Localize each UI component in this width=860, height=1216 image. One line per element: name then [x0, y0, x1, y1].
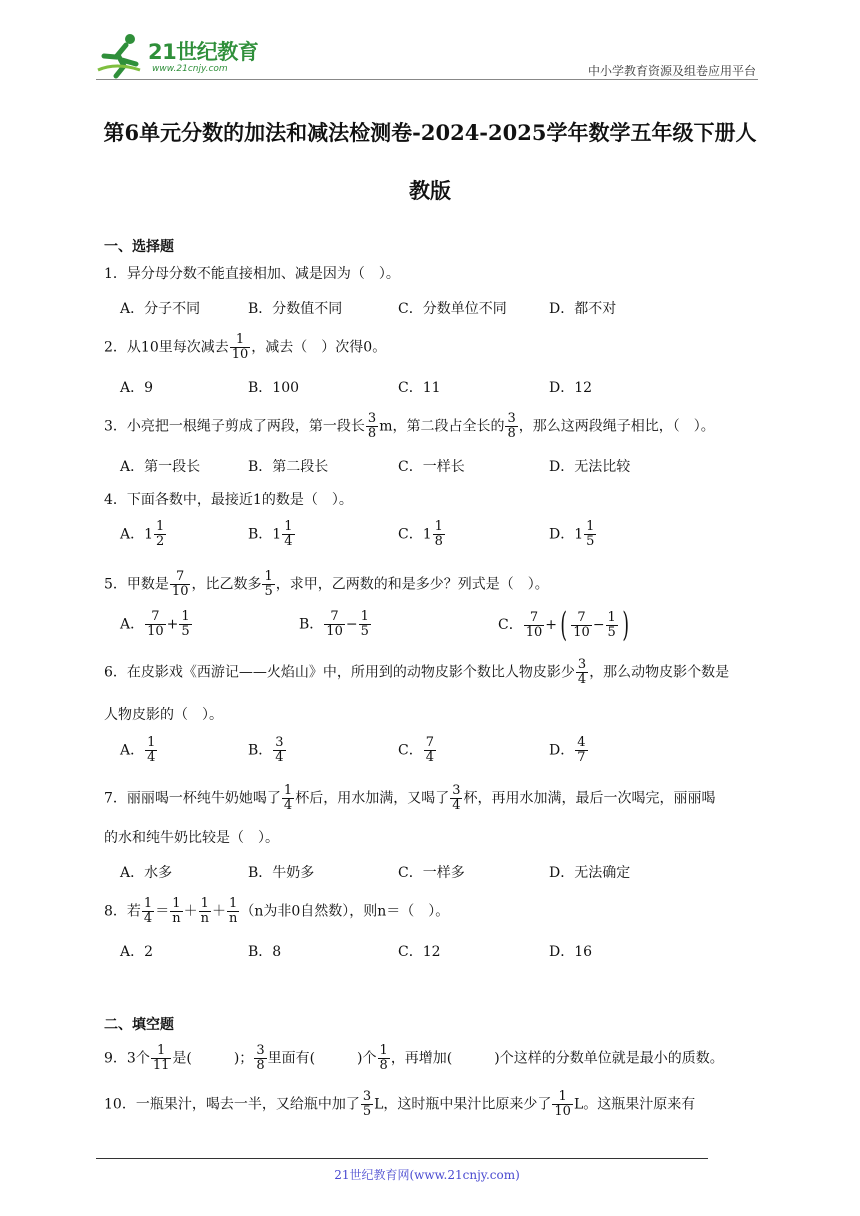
q4-option-c: C．1 $\frac{1}{8}$	[398, 519, 443, 549]
q4-option-a: A．1 $\frac{1}{2}$	[120, 519, 165, 549]
platform-name: 中小学教育资源及组卷应用平台	[587, 64, 756, 78]
question-9: 9．3个 $\frac{1}{11}$ 是( )； $\frac{3}{8}$ 里面有( )个 $\frac{1}{8}$ ，再增加( )个这样的分数单位就是最小的质数。	[104, 1043, 724, 1073]
q3-option-c: C．一样长	[398, 459, 465, 475]
q2-text-pre: 2．从10里每次减去	[104, 339, 229, 356]
fraction: $\frac{1}{4}$	[143, 896, 153, 926]
q4-option-b: B．1 $\frac{1}{4}$	[248, 519, 293, 549]
q2-option-c: C．11	[398, 380, 441, 396]
q6-option-c: C． $\frac{7}{4}$	[398, 735, 434, 765]
fraction: $\frac{3}{4}$	[452, 783, 461, 813]
question-3	[104, 412, 715, 441]
q8-option-b: B．8	[248, 944, 282, 960]
q3-text-post: ，那么这两段绳子相比，（ ）。	[518, 418, 715, 435]
page-title: 第6单元分数的加法和减法检测卷-2024-2025学年数学五年级下册人教版	[103, 120, 757, 203]
footer-divider	[96, 1158, 708, 1159]
fraction: $\frac{1}{n}$	[228, 896, 238, 926]
header-divider	[96, 79, 758, 80]
fraction: $\frac{3}{4}$	[577, 657, 587, 687]
question-1: 1．异分母分数不能直接相加、减是因为（ ）。	[104, 266, 400, 282]
question-7-line-2: 的水和纯牛奶比较是（ ）。	[104, 830, 279, 846]
q2-option-d: D．12	[549, 380, 593, 396]
q6-option-d: D． $\frac{4}{7}$	[549, 735, 586, 765]
section-heading-fill: 二、填空题	[104, 1017, 174, 1033]
runner-logo-icon	[96, 30, 148, 80]
q7-option-c: C．一样多	[398, 865, 465, 881]
q1-option-d: D．都不对	[549, 301, 617, 317]
q3-option-d: D．无法比较	[549, 459, 631, 475]
fraction: $\frac{3}{5}$	[362, 1089, 372, 1119]
q7-option-a: A．水多	[120, 865, 173, 881]
q3-option-b: B．第二段长	[248, 459, 329, 475]
q8-option-d: D．16	[549, 944, 593, 960]
q5-option-c: C． $\frac{7}{10}$ +( $\frac{7}{10}$ − $\frac{1}{5}$ )	[498, 605, 629, 645]
fraction: $\frac{1}{n}$	[200, 896, 209, 926]
question-10: 10．一瓶果汁，喝去一半，又给瓶中加了 $\frac{3}{5}$ L，这时瓶中果汁比原来少了 $\frac{1}{10}$ L。这瓶果汁原来有	[104, 1089, 696, 1119]
question-6: 6．在皮影戏《西游记——火焰山》中，所用到的动物皮影个数比人物皮影少 $\frac{3}{4}$ ，那么动物皮影个数是	[104, 657, 730, 687]
q1-option-b: B．分数值不同	[248, 301, 343, 317]
footer-link[interactable]: 21世纪教育网(www.21cnjy.com)	[334, 1168, 520, 1182]
q3-text-mid: m，第二段占全长的	[379, 418, 505, 435]
q1-option-c: C．分数单位不同	[398, 301, 507, 317]
fraction: $\frac{3}{8}$	[507, 411, 516, 441]
q8-option-c: C．12	[398, 944, 441, 960]
question-8: 8．若 $\frac{1}{4}$ ＝ $\frac{1}{n}$ ＋ $\frac{1}{n}$ ＋ $\frac{1}{n}$ （n为非0自然数），则n＝（ ）。	[104, 896, 450, 926]
q2-option-a: A．9	[120, 380, 154, 396]
fraction: $\frac{3}{8}$	[367, 411, 377, 441]
q3-option-a: A．第一段长	[120, 459, 201, 475]
q6-option-b: B． $\frac{3}{4}$	[248, 735, 284, 765]
question-2	[104, 333, 386, 362]
logo-url: www.21cnjy.com	[152, 64, 228, 74]
q4-option-d: D．1 $\frac{1}{5}$	[549, 519, 595, 549]
q6-option-a: A． $\frac{1}{4}$	[120, 735, 156, 765]
fraction: $\frac{1}{10}$	[231, 332, 249, 362]
fraction: $\frac{1}{11}$	[152, 1043, 170, 1073]
q5-option-b: B． $\frac{7}{10}$ − $\frac{1}{5}$	[299, 609, 369, 639]
section-heading-choice: 一、选择题	[104, 239, 174, 255]
q8-option-a: A．2	[120, 944, 154, 960]
fraction: $\frac{1}{n}$	[172, 896, 181, 926]
q7-option-d: D．无法确定	[549, 865, 631, 881]
fraction: $\frac{1}{8}$	[379, 1043, 388, 1073]
q5-option-a: A． $\frac{7}{10}$ + $\frac{1}{5}$	[120, 609, 190, 639]
question-7: 7．丽丽喝一杯纯牛奶她喝了 $\frac{1}{4}$ 杯后，用水加满，又喝了 $\frac{3}{4}$ 杯，再用水加满，最后一次喝完，丽丽喝	[104, 783, 716, 813]
fraction: $\frac{7}{10}$	[171, 569, 189, 599]
fraction: $\frac{1}{10}$	[554, 1089, 571, 1119]
question-6-line-2: 人物皮影的（ ）。	[104, 707, 223, 723]
q7-option-b: B．牛奶多	[248, 865, 315, 881]
q3-text-pre: 3．小亮把一根绳子剪成了两段，第一段长	[104, 418, 365, 435]
fraction: $\frac{1}{4}$	[283, 783, 293, 813]
question-5: 5．甲数是 $\frac{7}{10}$ ，比乙数多 $\frac{1}{5}$ ，求甲，乙两数的和是多少？列式是（ ）。	[104, 569, 549, 599]
logo	[96, 30, 266, 80]
fraction: $\frac{1}{5}$	[264, 569, 273, 599]
logo-text: 21世纪教育	[148, 40, 259, 64]
q1-option-a: A．分子不同	[120, 301, 201, 317]
q2-option-b: B．100	[248, 380, 300, 396]
question-4: 4．下面各数中，最接近1的数是（ ）。	[104, 492, 353, 508]
fraction: $\frac{3}{8}$	[256, 1043, 265, 1073]
q2-text-post: ，减去（ ）次得0。	[251, 339, 387, 356]
